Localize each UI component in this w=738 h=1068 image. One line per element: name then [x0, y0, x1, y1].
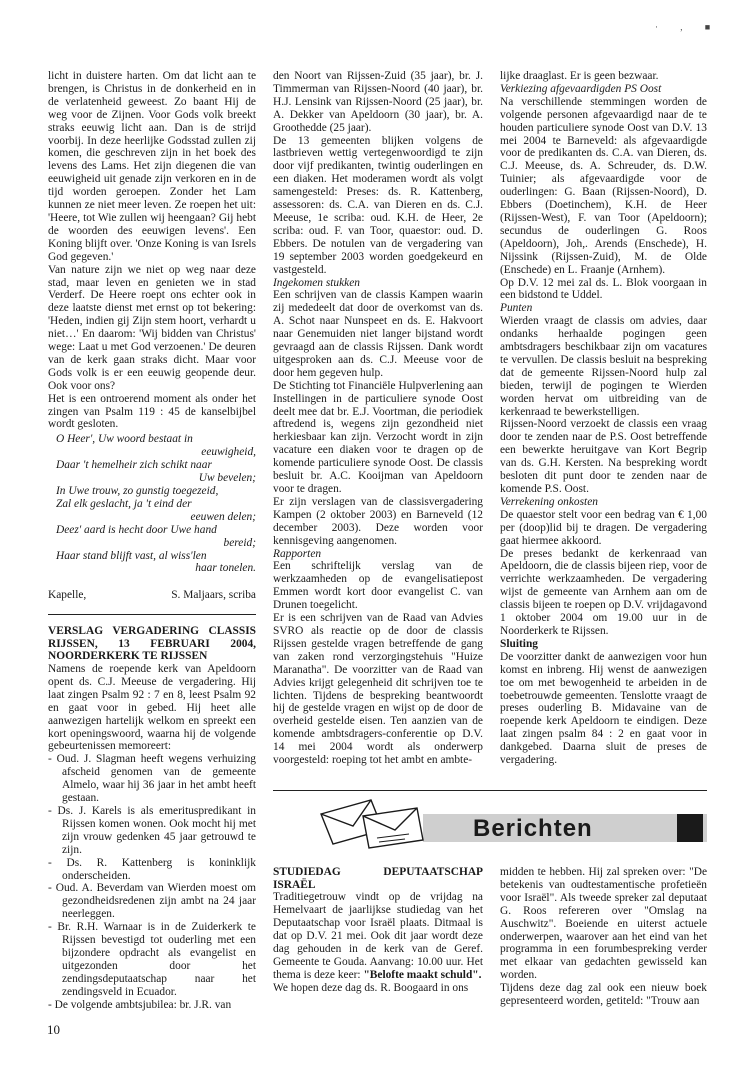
divider — [48, 614, 256, 615]
list-item: - Br. R.H. Warnaar is in de Zuiderkerk te Rijssen bevestigd tot ouderling met een bijzondere opdracht als evangelist en uitgezonden door het zendingsdeputaatschap naar het zendingsveld in Ecuador. — [48, 921, 256, 998]
paragraph: Van nature zijn we niet op weg naar deze stad, maar leven en genieten we in stad Verderf. De Heere roept ons echter ook in deze laatste dienst met ernst op tot bekering: 'Heden, indien gij Zijn stem hoort, verhardt u niet…' En daarom: 'Wij bidden van Christus' wege: Laat u met God verzoenen.' De deuren van de kerk gaan straks dicht. Maar voor Gods volk is er een eeuwig geopende deur. Ook voor ons? — [48, 263, 256, 392]
paragraph: Rijssen-Noord verzoekt de classis een vraag door te zenden naar de P.S. Oost betreffende een bewerkte heruitgave van Kort Begrip van ds. G.H. Kersten. Na bespreking wordt besloten dit punt door te zenden naar de komende P.S. Oost. — [500, 418, 707, 495]
poem-line: In Uwe trouw, zo gunstig toegezeid, — [56, 485, 219, 497]
paragraph: Een schrijven van de classis Kampen waarin zij mededeelt dat door de overkomst van ds. A. Schot naar Nunspeet en ds. E. Hakvoort naar Genemuiden niet langer bijstand wordt gevraagd aan de classis Rijssen. Dank wordt uitgesproken aan ds. C.J. Meeuse voor de door hem gegeven hulp. — [273, 289, 483, 379]
section-heading: Rapporten — [273, 547, 322, 560]
paragraph: Een schriftelijk verslag van de werkzaamheden op de evangelisatiepost Emmen wordt kort door evangelist C. van Drunen toegelicht. — [273, 560, 483, 612]
news-column-1 — [273, 866, 483, 994]
list-item: - Oud. A. Beverdam van Wierden moest om gezondheidsredenen zijn ambt na 24 jaar neerleggen. — [48, 882, 256, 921]
signature-line — [48, 589, 256, 602]
paragraph: Er zijn verslagen van de classisvergadering Kampen (2 oktober 2003) en Barneveld (12 december 2003). Deze worden voor kennisgeving aangenomen. — [273, 495, 483, 547]
column-2 — [273, 70, 483, 767]
paragraph: licht in duistere harten. Om dat licht aan te brengen, is Christus in de donkerheid en in de verlatenheid geweest. Zo baant Hij de weg voor de Zijnen. Voor Gods volk breekt straks eeuwig licht aan. Dan is de strijd voorbij. In deze heerlijke Godsstad zullen zij komen, die geschreven zijn in het boek des levens des Lams. Het zijn diegenen die van eeuwigheid uit genade zijn verkoren en in de tijd worden geroepen. Zonder het Lam kunnen ze niet meer leven. Ze roepen het uit: 'Heere, tot Wie zullen wij heengaan? Gij hebt de woorden des eeuwigen levens'. Een Koning blijft over. 'Onze Koning is van Isrels God gegeven.' — [48, 70, 256, 263]
column-3 — [500, 70, 707, 767]
news-text: Traditiegetrouw vindt op de vrijdag na Hemelvaart de jaarlijkse studiedag van het Deputaatschap voor Israël plaats. Ditmaal is dat op D.V. 21 mei. Ook dit jaar wordt deze dag gehouden in de kerk van de Geref. Gemeente te Gouda. Aanvang: 10.00 uur. Het thema is deze keer: — [273, 891, 483, 981]
paragraph: Op D.V. 12 mei zal ds. L. Blok voorgaan in een bidstond te Uddel. — [500, 276, 707, 302]
section-heading: Verrekening onkosten — [500, 495, 598, 508]
list-item: - Ds. J. Karels is als emerituspredikant in Rijssen komen wonen. Ook mocht hij met zijn vrouw gedenken 45 jaar getrouwd te zijn. — [48, 805, 256, 856]
section-heading: Ingekomen stukken — [273, 276, 360, 289]
poem-line: haar tonelen. — [195, 562, 256, 575]
page-number: 10 — [47, 1022, 60, 1037]
paragraph: Wierden vraagt de classis om advies, daar ondanks herhaalde pogingen geen ambtsdragers beschikbaar zijn om vacatures te vervullen. De classis besluit na bespreking dat de gemeente Rijssen-Noord hulp zal bieden, terwijl de pogingen te Wierden worden hervat om uitbreiding van de kerkenraad te bewerkstelligen. — [500, 315, 707, 418]
news-column-2 — [500, 866, 707, 1008]
paragraph: Het is een ontroerend moment als onder het zingen van Psalm 119 : 45 de kanselbijbel wordt gesloten. — [48, 392, 256, 431]
poem-line: eeuwigheid, — [201, 446, 256, 459]
envelopes-icon — [313, 794, 433, 850]
poem-line: Uw bevelen; — [198, 472, 256, 485]
paragraph: midden te hebben. Hij zal spreken over: "De betekenis van oudtestamentische profetieën voor Israël". Als tweede spreker zal deputaat G. Roos refereren over "Omslag na Auschwitz". Boeiende en uiterst actuele onderwerpen, waarover aan het eind van het programma in een forumbespreking verder met elkaar van gedachten gewisseld kan worden. — [500, 866, 707, 982]
banner-title: Berichten — [473, 815, 593, 842]
paragraph: De Stichting tot Financiële Hulpverlening aan Instellingen in de particuliere synode Oost deelt mee dat br. E.J. Voortman, die periodiek aftredend is, wegens zijn gezondheid niet herkiesbaar kan zijn. Verzocht wordt in zijn vacature een diaken voor te dragen op de komende particuliere synode Oost. De classis besluit br. A.C. Kooijman van Apeldoorn voor te dragen. — [273, 379, 483, 495]
divider — [273, 790, 707, 791]
poem-line: Haar stand blijft vast, al wiss'len — [56, 549, 207, 562]
report-title: VERSLAG VERGADERING CLASSIS RIJSSEN, 13 FEBRUARI 2004, NOORDERKERK TE RIJSSEN — [48, 625, 256, 663]
banner-block — [677, 814, 703, 842]
list-item: - Ds. R. Kattenberg is koninklijk onderscheiden. — [48, 856, 256, 882]
paragraph: De voorzitter dankt de aanwezigen voor hun komst en inbreng. Hij wenst de aanwezigen toe om met bewogenheid te arbeiden in de toebetrouwde gemeenten. Tenslotte vraagt de preses ouderling B. Midavaine van de roepende kerk Apeldoorn te eindigen. Deze laat zingen psalm 84 : 2 en gaat voor in dankgebed. Daarna sluit de preses de vergadering. — [500, 650, 707, 767]
section-heading: Punten — [500, 302, 533, 315]
berichten-banner — [273, 790, 707, 850]
events-list — [48, 753, 256, 1011]
poem-line: eeuwen delen; — [190, 510, 256, 523]
section-heading: Verkiezing afgevaardigden PS Oost — [500, 82, 662, 95]
poem-line: Daar 't hemelheir zich schikt naar — [56, 459, 212, 472]
news-title: STUDIEDAG DEPUTAATSCHAP ISRAËL — [273, 866, 483, 891]
news-theme: "Belofte maakt schuld". — [363, 968, 482, 981]
list-item: - Oud. J. Slagman heeft wegens verhuizing afscheid genomen van de gemeente Almelo, waar hij 36 jaar in het ambt heeft gestaan. — [48, 753, 256, 805]
poem-line: O Heer', Uw woord bestaat in — [56, 433, 193, 446]
poem-line: Zal elk geslacht, ja 't eind der — [56, 497, 192, 510]
column-1 — [48, 70, 256, 1012]
paragraph: We hopen deze dag ds. R. Boogaard in ons — [273, 981, 469, 994]
corner-marks: · , ■ — [655, 22, 721, 32]
paragraph: Namens de roepende kerk van Apeldoorn opent ds. C.J. Meeuse de vergadering. Hij laat zingen Psalm 92 : 7 en 8, leest Psalm 92 en gaat voor in gebed. Hij heet alle aanwezigen hartelijk welkom en spreekt een kort openingswoord, waarna hij de volgende gebeurtenissen memoreert: — [48, 663, 256, 753]
poem-line: Deez' aard is hecht door Uwe hand — [56, 523, 217, 536]
poem-line: bereid; — [223, 536, 256, 549]
paragraph: Na verschillende stemmingen worden de volgende personen afgevaardigd naar de te houden particuliere synode Oost van D.V. 13 mei 2004 te Barneveld: als afgevaardigde voor de predikanten ds. C.A. van Dieren, ds. C.J. Meeuse, ds. A. Schreuder, ds. D.W. Tuinier; als afgevaardigde voor de ouderlingen: G. Baan (Rijssen-Noord), D. Ebbers (Doetinchem), K.H. de Heer (Rijssen-West), F. van Toor (Apeldoorn); secundus de ouderlingen G. Roos (Apeldoorn), Joh,. Arends (Enschede), H. Nijssink (Rijssen-Zuid), M. de Olde (Enschede) en L. Fraanje (Arnhem). — [500, 95, 707, 276]
paragraph: De preses bedankt de kerkenraad van Apeldoorn, die de classis bijeen riep, voor de verrichte werkzaamheden. De vergadering wijst de gemeente van Arnhem aan om de classis bijeen te roepen op D.V. vrijdagavond 1 oktober 2004 om 19.00 uur in de Noorderkerk te Rijssen. — [500, 547, 707, 637]
paragraph: lijke draaglast. Er is geen bezwaar. — [500, 70, 659, 82]
psalm-quote — [56, 433, 256, 575]
paragraph: Tijdens deze dag zal ook een nieuw boek gepresenteerd worden, getiteld: "Trouw aan — [500, 982, 707, 1008]
paragraph — [273, 891, 483, 981]
sign-name: S. Maljaars, scriba — [171, 589, 256, 602]
paragraph: den Noort van Rijssen-Zuid (35 jaar), br. J. Timmerman van Rijssen-Noord (40 jaar), br. H.J. Lensink van Rijssen-Noord (25 jaar), br. A. Dekker van Apeldoorn (30 jaar), br. A. Groothedde (25 jaar). — [273, 70, 483, 134]
sign-place: Kapelle, — [48, 589, 87, 602]
paragraph: Er is een schrijven van de Raad van Advies SVRO als reactie op de door de classis Rijssen gestelde vragen betreffende de gang van zaken rond verzorgingstehuis "Huize Maranatha". De voorzitter van de Raad van Advies krijgt gelegenheid dit schrijven toe te lichten. Tijdens de bespreking beantwoordt hij de gestelde vragen en wijst op de door de overheid gestelde eisen. Ten aanzien van de komende ambtsdragers-conferentie op D.V. 14 mei 2004 wordt als onderwerp voorgesteld: roeping tot het ambt en ambte- — [273, 612, 483, 767]
list-item: - De volgende ambtsjubilea: br. J.R. van — [48, 998, 232, 1011]
paragraph: De quaestor stelt voor een bedrag van € 1,00 per (doop)lid bij te dragen. De vergadering gaat hiermee akkoord. — [500, 508, 707, 547]
paragraph: De 13 gemeenten blijken volgens de lastbrieven wettig vertegenwoordigd te zijn door vijf predikanten, twintig ouderlingen en een diaken. Het moderamen wordt als volgt samengesteld: Preses: ds. R. Kattenberg, assessoren: ds. C.A. van Dieren en ds. C.J. Meeuse, 1e scriba: oud. K.H. de Heer, 2e scriba: oud. F. van Toor, quaestor: oud. D. Ebbers. De notulen van de vergadering van 19 september 2003 worden goedgekeurd en vastgesteld. — [273, 134, 483, 276]
section-heading: Sluiting — [500, 637, 538, 650]
